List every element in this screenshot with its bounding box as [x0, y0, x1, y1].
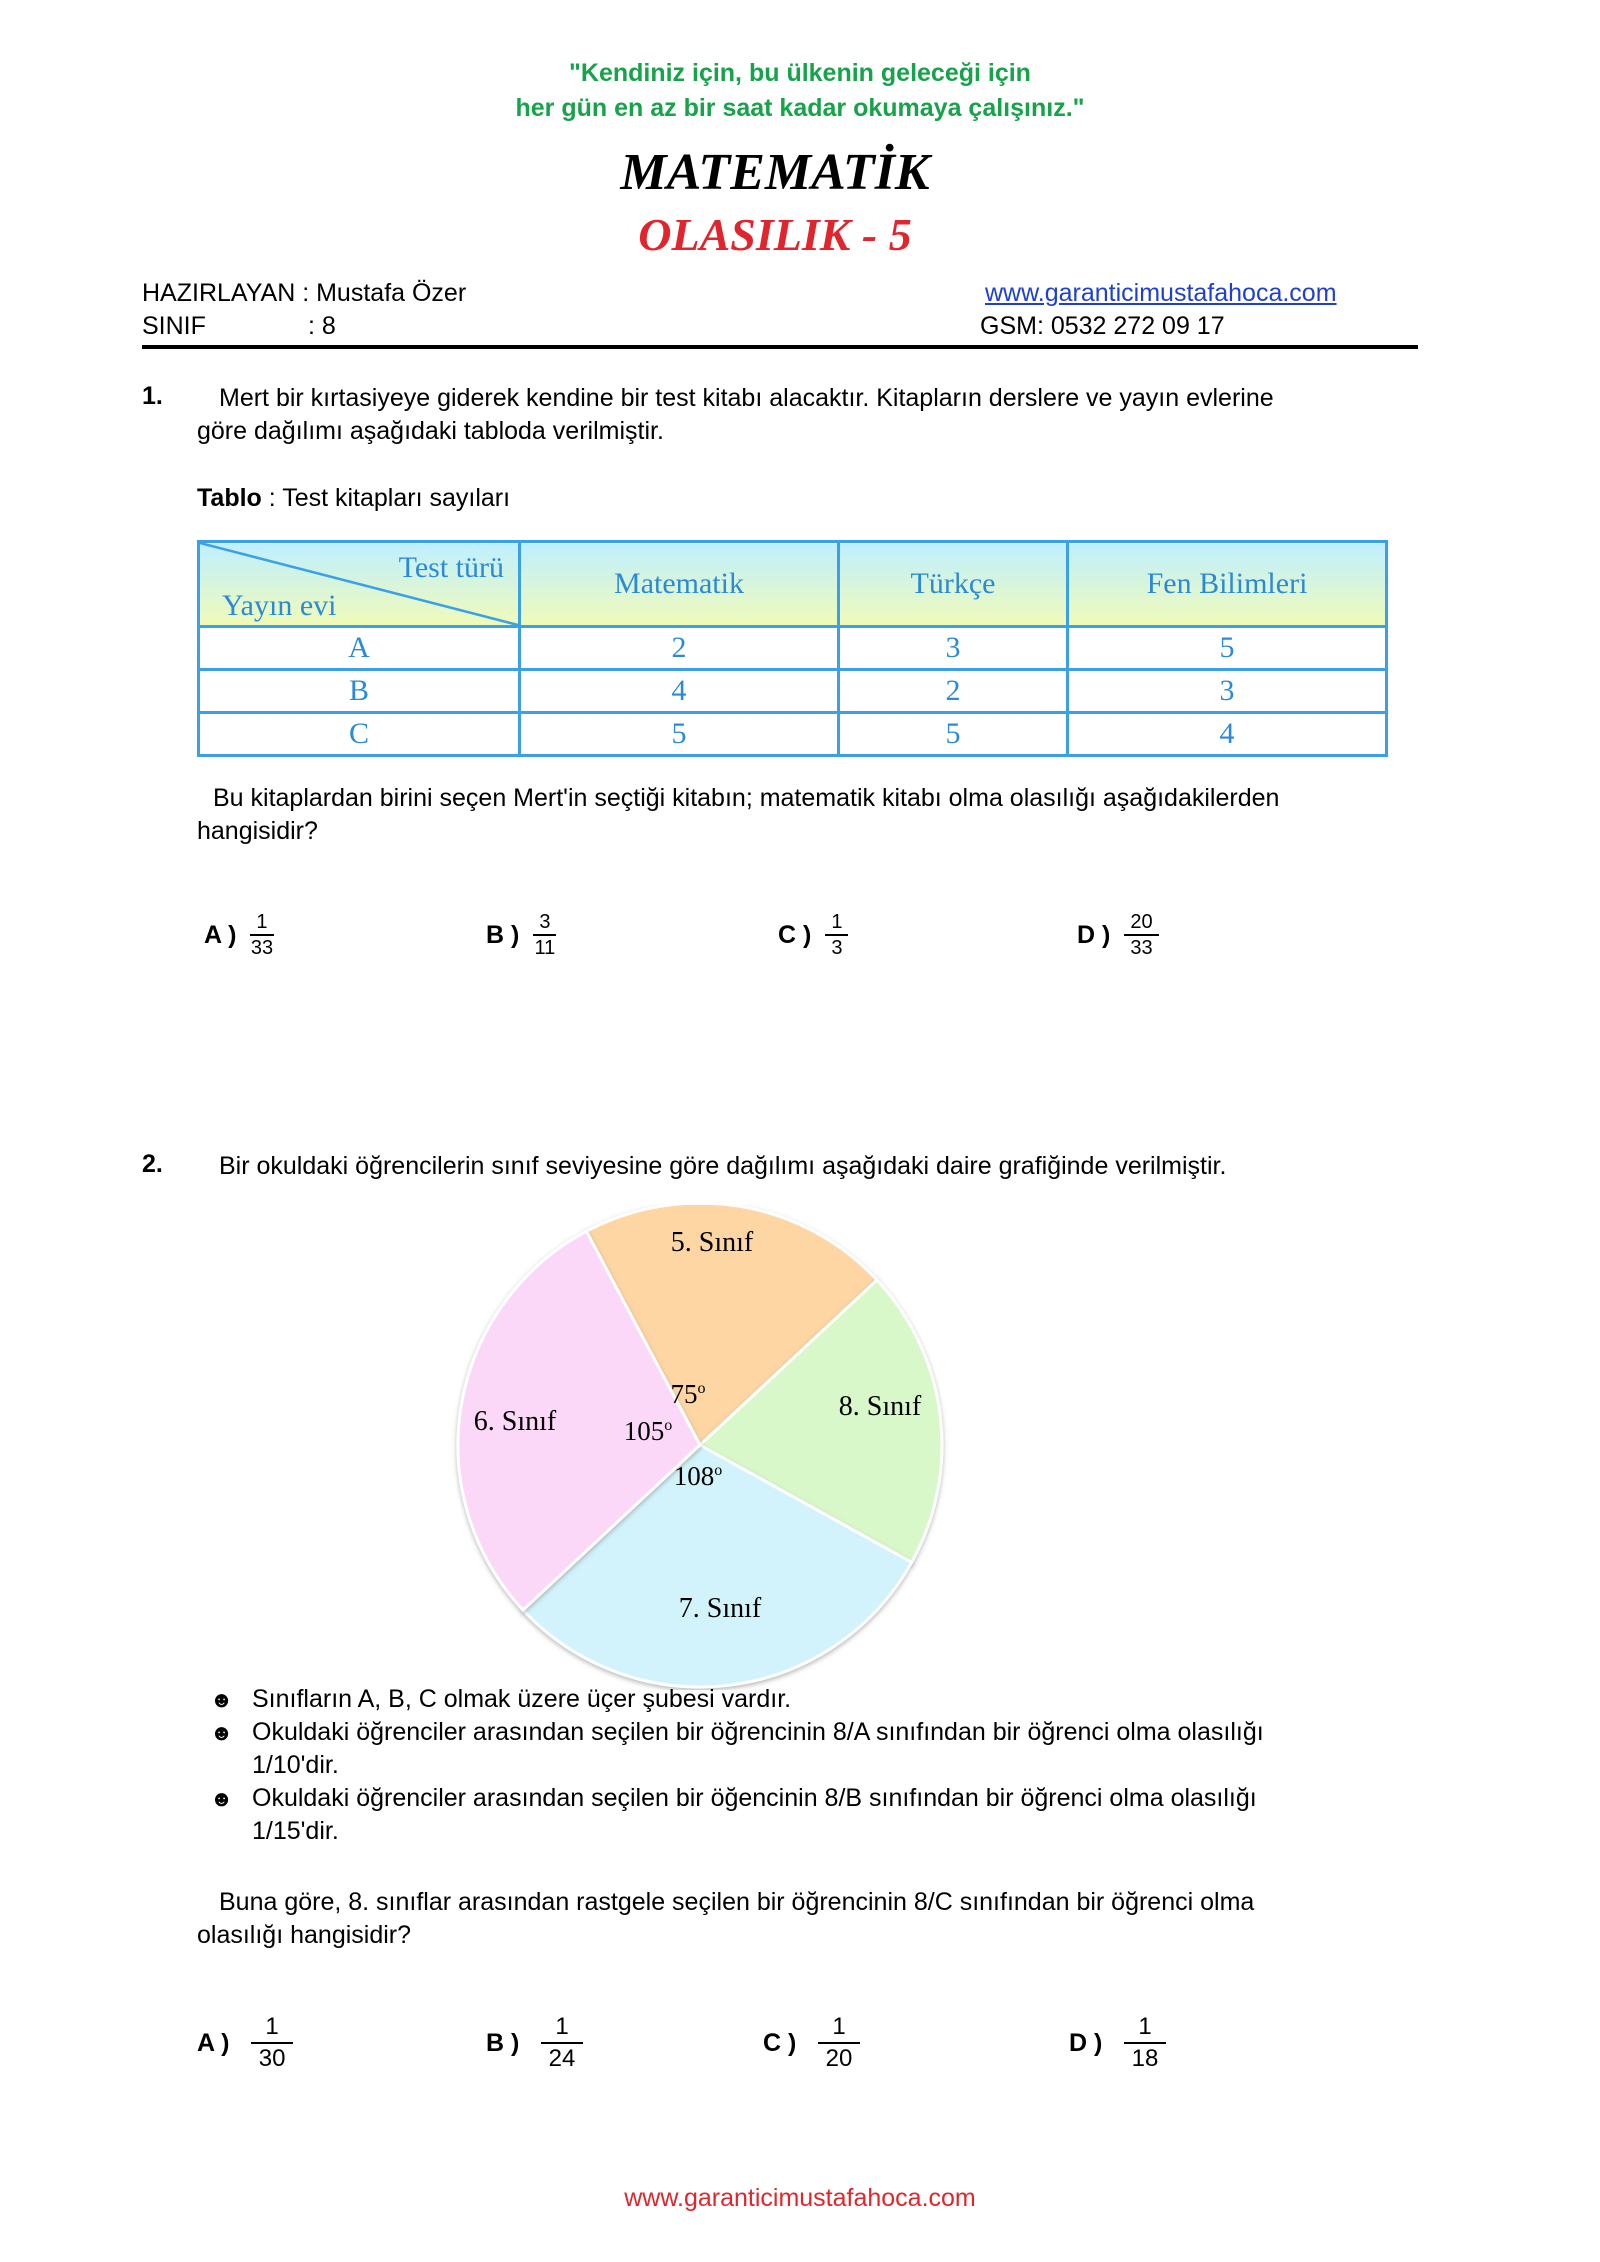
- numerator: 1: [1124, 2012, 1165, 2044]
- table-caption: [197, 482, 510, 515]
- bullet-text: Okuldaki öğrenciler arasından seçilen bir öğencinin 8/B sınıfından bir öğrenci olma olasılığı: [252, 1784, 1257, 1812]
- option-fraction: [825, 910, 848, 960]
- page-subtitle: OLASILIK - 5: [638, 209, 912, 260]
- smiley-bullet-icon: ☻: [210, 1720, 234, 1745]
- denominator: 30: [258, 2045, 286, 2072]
- row-label: A: [199, 627, 520, 670]
- column-header: Fen Bilimleri: [1068, 542, 1387, 627]
- numerator: 1: [818, 2012, 859, 2044]
- bullet-item: [210, 1716, 1264, 1782]
- corner-label-publisher: Yayın evi: [222, 589, 337, 622]
- option-label: B ): [486, 2028, 520, 2057]
- bullet-item: [210, 1683, 1264, 1716]
- option-fraction: [1124, 2012, 1165, 2074]
- q2-option-b[interactable]: [486, 2012, 583, 2074]
- table-row: [199, 713, 1387, 756]
- table-caption-bold: Tablo: [197, 484, 262, 512]
- q2-option-d[interactable]: [1069, 2012, 1166, 2074]
- option-fraction: [818, 2012, 859, 2074]
- option-fraction: [251, 2012, 292, 2074]
- numerator: 20: [1124, 910, 1158, 936]
- option-label: C ): [763, 2028, 797, 2057]
- option-fraction: [1124, 910, 1158, 960]
- bullet-item: [210, 1782, 1264, 1848]
- bullet-text: 1/15'dir.: [252, 1817, 339, 1845]
- author: HAZIRLAYAN : Mustafa Özer: [142, 279, 467, 307]
- table-corner-cell: [199, 542, 520, 627]
- q1-number: 1.: [142, 382, 163, 410]
- smiley-bullet-icon: ☻: [210, 1786, 234, 1811]
- table-cell: 3: [1068, 670, 1387, 713]
- angle-value: 105: [623, 1416, 665, 1446]
- q1-option-d[interactable]: [1077, 910, 1159, 960]
- table-cell: 3: [839, 627, 1068, 670]
- bullet-text: Sınıfların A, B, C olmak üzere üçer şubesi vardır.: [252, 1685, 792, 1713]
- q2-question-line1: Buna göre, 8. sınıflar arasından rastgele seçilen bir öğrencinin 8/C sınıfından bir öğrenci olma: [219, 1888, 1255, 1916]
- q1-option-c[interactable]: [778, 910, 848, 960]
- angle-value: 108: [673, 1461, 715, 1491]
- class-value: : 8: [308, 312, 336, 340]
- denominator: 18: [1131, 2045, 1159, 2072]
- q1-text-line2: göre dağılımı aşağıdaki tabloda verilmiştir.: [197, 417, 664, 445]
- q2-text: Bir okuldaki öğrencilerin sınıf seviyesine göre dağılımı aşağıdaki daire grafiğinde verilmiştir.: [219, 1152, 1227, 1180]
- q1-option-a[interactable]: [204, 910, 274, 960]
- smiley-bullet-icon: ☻: [210, 1687, 234, 1712]
- row-label: C: [199, 713, 520, 756]
- bullet-list: [210, 1683, 1264, 1848]
- header-divider: [142, 345, 1418, 349]
- q1-text-line1: Mert bir kırtasiyeye giderek kendine bir test kitabı alacaktır. Kitapların derslere ve yayın evlerine: [219, 384, 1274, 412]
- motto-line-2: her gün en az bir saat kadar okumaya çalışınız.": [515, 94, 1085, 122]
- numerator: 1: [541, 2012, 582, 2044]
- q1-question-line2: hangisidir?: [197, 817, 318, 845]
- slice-label-6-sinif: 6. Sınıf: [473, 1406, 557, 1437]
- class-pie-chart: [420, 1205, 980, 1690]
- q2-option-a[interactable]: [197, 2012, 293, 2074]
- books-table: [197, 540, 1388, 757]
- denominator: 24: [548, 2045, 576, 2072]
- website-link[interactable]: www.garanticimustafahoca.com: [985, 279, 1337, 307]
- angle-value: 75: [670, 1379, 698, 1409]
- column-header: Türkçe: [839, 542, 1068, 627]
- table-row: [199, 627, 1387, 670]
- table-cell: 2: [839, 670, 1068, 713]
- table-cell: 4: [1068, 713, 1387, 756]
- table-row: [199, 670, 1387, 713]
- option-fraction: [533, 910, 556, 960]
- bullet-text: Okuldaki öğrenciler arasından seçilen bir öğrencinin 8/A sınıfından bir öğrenci olma olasılığı: [252, 1718, 1264, 1746]
- option-fraction: [250, 910, 273, 960]
- column-header: Matematik: [520, 542, 839, 627]
- table-caption-text: : Test kitapları sayıları: [261, 484, 511, 512]
- table-cell: 5: [520, 713, 839, 756]
- q1-question-line1: Bu kitaplardan birini seçen Mert'in seçtiği kitabın; matematik kitabı olma olasılığı aşağıdakilerden: [213, 784, 1280, 812]
- slice-label-5-sinif: 5. Sınıf: [670, 1227, 754, 1258]
- motto-line-1: "Kendiniz için, bu ülkenin geleceği için: [569, 59, 1031, 87]
- q2-number: 2.: [142, 1150, 163, 1178]
- row-label: B: [199, 670, 520, 713]
- class-label: SINIF: [142, 312, 206, 340]
- footer-website[interactable]: www.garanticimustafahoca.com: [624, 2184, 976, 2212]
- denominator: 33: [1130, 937, 1153, 959]
- table-cell: 4: [520, 670, 839, 713]
- option-label: A ): [197, 2028, 230, 2057]
- numerator: 1: [825, 910, 848, 936]
- corner-label-test: Test türü: [398, 551, 504, 584]
- numerator: 3: [533, 910, 556, 936]
- denominator: 20: [825, 2045, 853, 2072]
- q2-question-line2: olasılığı hangisidir?: [197, 1921, 412, 1949]
- q2-option-c[interactable]: [763, 2012, 860, 2074]
- degree-symbol: o: [664, 1417, 673, 1434]
- denominator: 33: [250, 937, 274, 959]
- page-title: MATEMATİK: [620, 144, 930, 201]
- denominator: 11: [534, 937, 556, 959]
- table-header-row: [199, 542, 1387, 627]
- option-label: A ): [204, 920, 237, 949]
- option-label: D ): [1077, 920, 1111, 949]
- table-cell: 5: [1068, 627, 1387, 670]
- numerator: 1: [251, 2012, 292, 2044]
- table-cell: 5: [839, 713, 1068, 756]
- bullet-text: 1/10'dir.: [252, 1751, 339, 1779]
- motto: [0, 56, 1600, 126]
- option-fraction: [541, 2012, 582, 2074]
- option-label: C ): [778, 920, 812, 949]
- numerator: 1: [250, 910, 273, 936]
- slice-label-8-sinif: 8. Sınıf: [838, 1391, 922, 1422]
- denominator: 3: [831, 937, 843, 959]
- table-cell: 2: [520, 627, 839, 670]
- slice-label-7-sinif: 7. Sınıf: [678, 1593, 762, 1624]
- q1-option-b[interactable]: [486, 910, 556, 960]
- option-label: B ): [486, 920, 520, 949]
- degree-symbol: o: [697, 1380, 706, 1397]
- degree-symbol: o: [714, 1462, 723, 1479]
- phone: GSM: 0532 272 09 17: [980, 312, 1225, 340]
- option-label: D ): [1069, 2028, 1103, 2057]
